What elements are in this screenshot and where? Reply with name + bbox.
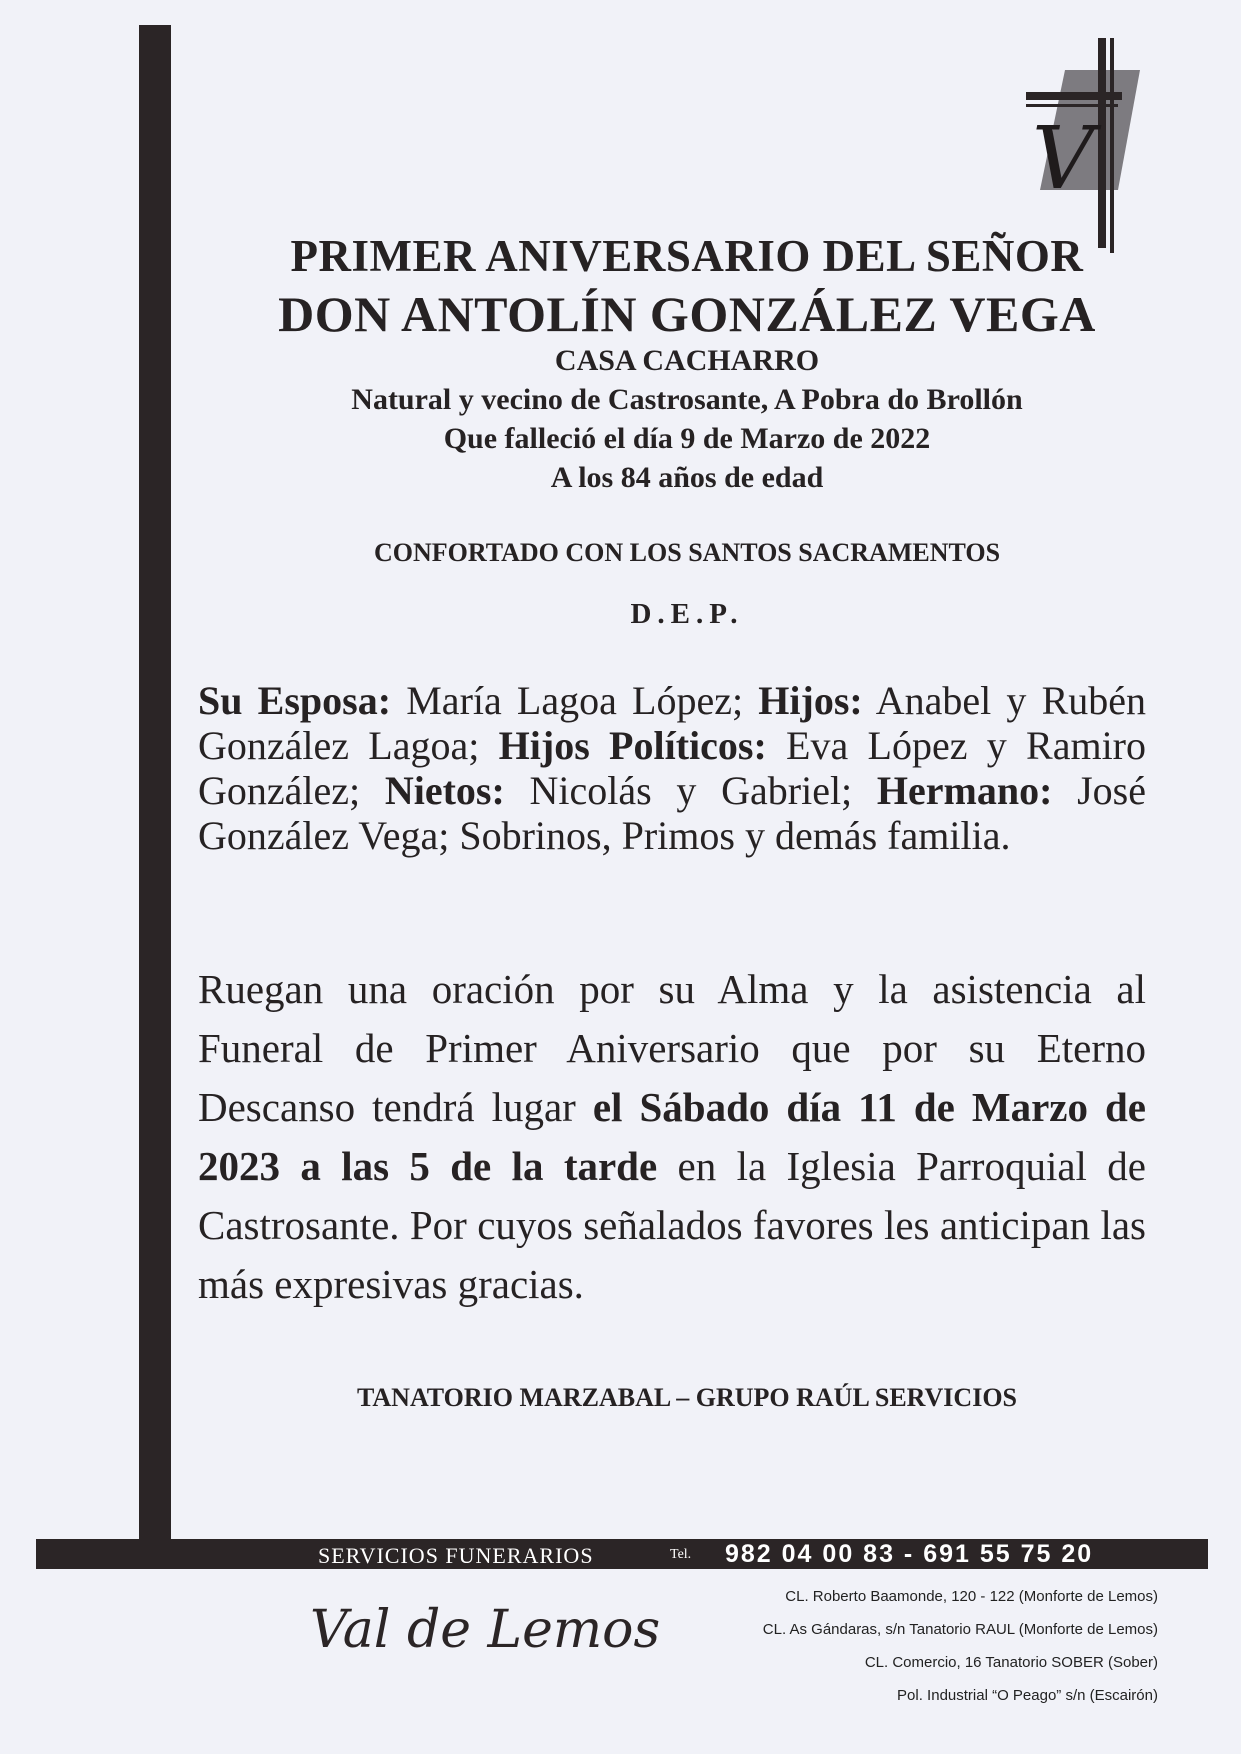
grandchildren-names: Nicolás y Gabriel;: [504, 768, 877, 813]
prayer-intro: Ruegan una oración por su Alma y la asistencia al Funeral de Primer Aniversario que por su Eterno Descanso tendrá lugar: [198, 966, 1146, 1130]
tanatorio-line: TANATORIO MARZABAL – GRUPO RAÚL SERVICIOS: [356, 1383, 1018, 1412]
brand-logo-text: Val de Lemos: [310, 1600, 661, 1660]
anniversary-title: PRIMER ANIVERSARIO DEL SEÑOR: [290, 231, 1084, 281]
address-line: CL. As Gándaras, s/n Tanatorio RAUL (Monforte de Lemos): [762, 1621, 1158, 1638]
deceased-name: DON ANTOLÍN GONZÁLEZ VEGA: [278, 286, 1096, 342]
sacraments-line: CONFORTADO CON LOS SANTOS SACRAMENTOS: [373, 538, 1001, 567]
brother-label: Hermano:: [876, 768, 1053, 813]
prayer-paragraph: [198, 960, 1146, 1314]
address-line: CL. Comercio, 16 Tanatorio SOBER (Sober): [864, 1654, 1158, 1671]
death-date-line: Que falleció el día 9 de Marzo de 2022: [443, 422, 931, 455]
grandchildren-label: Nietos:: [384, 768, 505, 813]
children-label: Hijos:: [758, 678, 863, 723]
inlaws-label: Hijos Políticos:: [498, 723, 767, 768]
servicios-label: SERVICIOS FUNERARIOS: [318, 1543, 594, 1568]
age-line: A los 84 años de edad: [550, 461, 824, 494]
funeral-date-time: el Sábado día 11 de Marzo de 2023 a las 5 de la tarde: [198, 1084, 1146, 1189]
mourning-vertical-bar: [139, 25, 171, 1553]
address-line: CL. Roberto Baamonde, 120 - 122 (Monforte de Lemos): [785, 1588, 1158, 1605]
house-name: CASA CACHARRO: [554, 344, 820, 377]
inlaws-names: Eva López y Ramiro González;: [198, 723, 1147, 813]
children-names: Anabel y Rubén González Lagoa;: [198, 678, 1147, 768]
tel-label: Tel.: [670, 1547, 692, 1562]
svg-text:V: V: [1032, 109, 1095, 209]
address-line: Pol. Industrial “O Peago” s/n (Escairón): [897, 1687, 1158, 1704]
brother-name: José González Vega; Sobrinos, Primos y demás familia.: [198, 768, 1146, 858]
family-paragraph: [198, 678, 1146, 858]
spouse-name: María Lagoa López;: [391, 678, 759, 723]
dep-line: D.E.P.: [630, 598, 744, 630]
origin-line: Natural y vecino de Castrosante, A Pobra do Brollón: [351, 383, 1023, 416]
spouse-label: Su Esposa:: [198, 678, 392, 723]
address-list: [763, 1580, 1158, 1712]
phone-numbers: 982 04 00 83 - 691 55 75 20: [725, 1540, 1094, 1568]
cross-logo-icon: [1010, 30, 1150, 255]
prayer-outro: en la Iglesia Parroquial de Castrosante. Por cuyos señalados favores les anticipan las más expresivas gracias.: [198, 1143, 1146, 1307]
